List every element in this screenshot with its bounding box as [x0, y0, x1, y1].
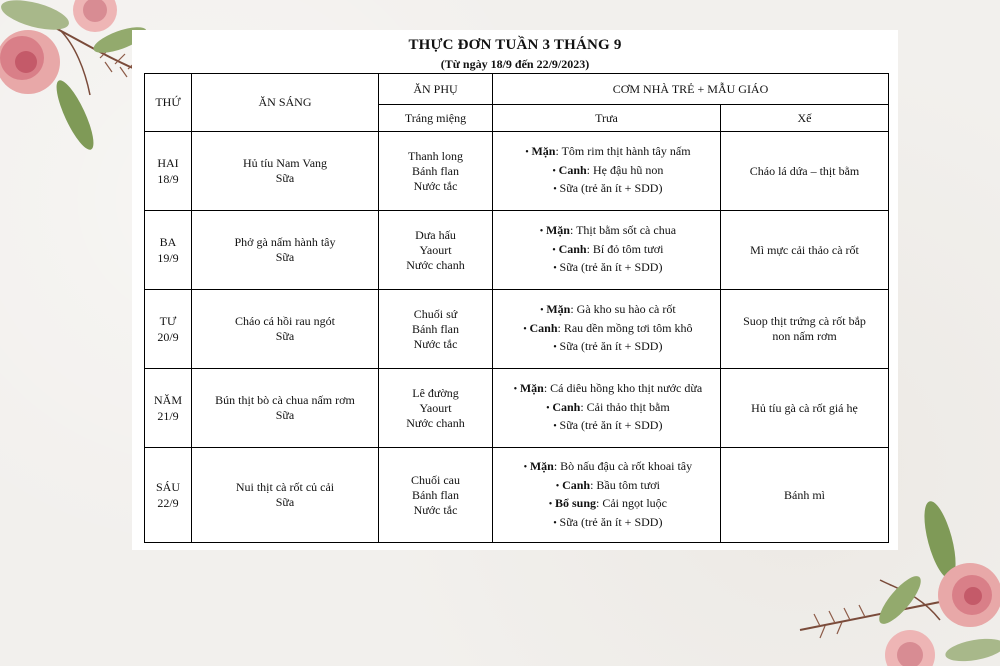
dessert-cell: Chuối sứ Bánh flan Nước tắc	[379, 290, 493, 369]
dessert-cell: Lê đường Yaourt Nước chanh	[379, 369, 493, 448]
day-cell	[145, 132, 192, 211]
header-lunch: Trưa	[493, 105, 721, 132]
table-row	[145, 369, 889, 448]
table-row	[145, 132, 889, 211]
dessert-cell: Thanh long Bánh flan Nước tắc	[379, 132, 493, 211]
day-name: TƯ	[159, 314, 177, 328]
lunch-cell: • Mặn: Thịt bằm sốt cà chua • Canh: Bí đỏ tôm tươi • Sữa (trẻ ăn ít + SDD)	[493, 211, 721, 290]
day-date: 18/9	[157, 172, 179, 186]
snack-cell: Suop thịt trứng cà rốt bắp non nấm rơm	[721, 290, 889, 369]
day-date: 19/9	[157, 251, 179, 265]
snack-cell: Hủ tíu gà cà rốt giá hẹ	[721, 369, 889, 448]
day-name: BA	[159, 235, 177, 249]
page-title: THỰC ĐƠN TUẦN 3 THÁNG 9	[408, 37, 622, 53]
lunch-cell: • Mặn: Gà kho su hào cà rốt • Canh: Rau dền mồng tơi tôm khô • Sữa (trẻ ăn ít + SDD)	[493, 290, 721, 369]
table-row	[145, 211, 889, 290]
lunch-cell: • Mặn: Cá diêu hồng kho thịt nước dừa • Canh: Cải thảo thịt bằm • Sữa (trẻ ăn ít + SDD)	[493, 369, 721, 448]
day-date: 21/9	[157, 409, 179, 423]
dessert-cell: Chuối cau Bánh flan Nước tắc	[379, 448, 493, 543]
lunch-cell: • Mặn: Bò nấu đậu cà rốt khoai tây • Canh: Bầu tôm tươi • Bổ sung: Cải ngọt luộc • Sữa (trẻ ăn ít + SDD)	[493, 448, 721, 543]
header-main-meal: CƠM NHÀ TRẺ + MẪU GIÁO	[493, 74, 889, 105]
day-date: 20/9	[157, 330, 179, 344]
header-dessert: Tráng miệng	[379, 105, 493, 132]
header-snack: Xế	[721, 105, 889, 132]
day-cell	[145, 290, 192, 369]
header-side-meal: ĂN PHỤ	[379, 74, 493, 105]
breakfast-cell: Nui thịt cà rốt củ cải Sữa	[192, 448, 379, 543]
menu-table	[144, 73, 889, 543]
snack-cell: Bánh mì	[721, 448, 889, 543]
dessert-cell: Dưa hấu Yaourt Nước chanh	[379, 211, 493, 290]
header-day: THỨ	[145, 74, 192, 132]
day-name: SÁU	[155, 480, 180, 494]
header-breakfast: ĂN SÁNG	[192, 74, 379, 132]
day-cell	[145, 448, 192, 543]
lunch-cell: • Mặn: Tôm rim thịt hành tây nấm • Canh: Hẹ đậu hũ non • Sữa (trẻ ăn ít + SDD)	[493, 132, 721, 211]
breakfast-cell: Cháo cá hồi rau ngót Sữa	[192, 290, 379, 369]
table-row	[145, 290, 889, 369]
breakfast-cell: Phở gà nấm hành tây Sữa	[192, 211, 379, 290]
breakfast-cell: Hủ tíu Nam Vang Sữa	[192, 132, 379, 211]
page-subtitle: (Từ ngày 18/9 đến 22/9/2023)	[440, 57, 590, 71]
day-cell	[145, 369, 192, 448]
table-row	[145, 448, 889, 543]
breakfast-cell: Bún thịt bò cà chua nấm rơm Sữa	[192, 369, 379, 448]
snack-cell: Cháo lá dứa – thịt bằm	[721, 132, 889, 211]
day-date: 22/9	[157, 496, 179, 510]
snack-cell: Mì mực cải thảo cà rốt	[721, 211, 889, 290]
day-name: NĂM	[153, 393, 182, 407]
day-cell	[145, 211, 192, 290]
day-name: HAI	[157, 156, 179, 170]
